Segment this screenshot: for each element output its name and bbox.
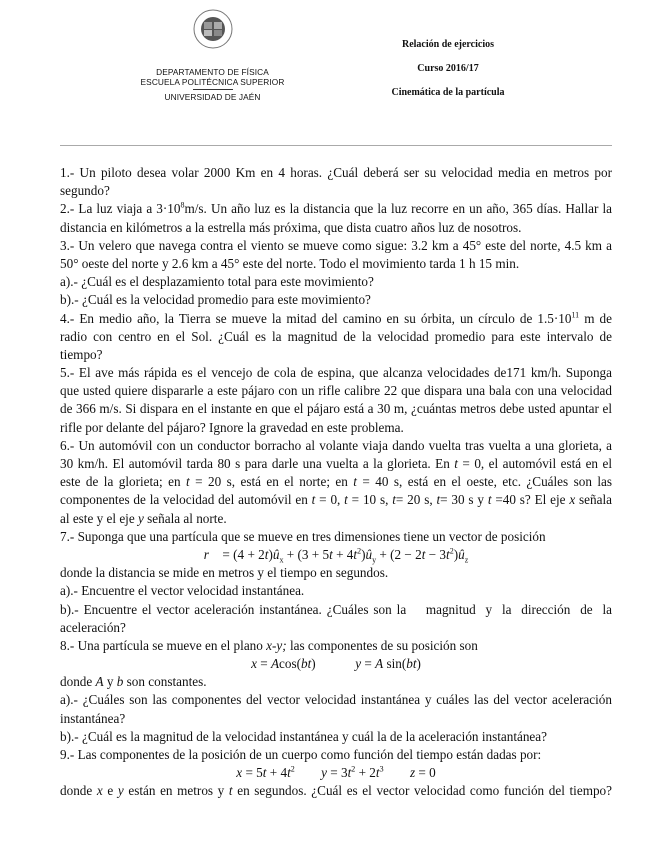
formula-line: [60, 655, 612, 673]
text-segment: − 3: [425, 546, 447, 562]
text-segment: bt: [406, 656, 417, 672]
text-segment: t: [487, 492, 492, 508]
topic-title: Cinemática de la partícula: [391, 87, 505, 98]
university-name: UNIVERSIDAD DE JAÉN: [164, 92, 261, 102]
text-segment: ): [268, 546, 273, 562]
text-segment: x: [569, 492, 576, 508]
document-title: Relación de ejercicios: [401, 39, 494, 50]
text-line: [60, 746, 612, 764]
text-segment: = 0,: [315, 492, 345, 508]
text-line: [60, 346, 612, 364]
text-segment: de 366 m/s. Si dispara en el instante en que el pájaro está a 30 m, ¿cuántas metros debe usted apuntar el: [60, 401, 612, 417]
text-segment: t: [228, 783, 233, 799]
text-segment: e: [102, 783, 118, 799]
text-segment: tiempo?: [60, 346, 103, 362]
text-segment: m/s. Un año luz es la distancia que la luz recorre en un año, 365 días. Hallar la: [184, 201, 612, 217]
text-segment: û: [365, 546, 373, 562]
text-segment: r⃗: [203, 546, 220, 562]
text-segment: t: [421, 546, 426, 562]
text-segment: 50° oeste del norte y 2.6 km a 45° este del norte. Todo el movimiento tarda 1 h 15 min.: [60, 255, 520, 271]
department-block: [120, 67, 305, 102]
text-line: [60, 528, 612, 546]
text-segment: t: [262, 765, 267, 781]
text-segment: ): [311, 656, 356, 672]
text-segment: y: [372, 555, 377, 565]
text-line: [60, 564, 612, 582]
text-line: [60, 255, 612, 273]
text-segment: instantánea?: [60, 710, 126, 726]
header-rule: [60, 145, 612, 146]
text-segment: y: [355, 656, 362, 672]
text-segment: x: [96, 783, 103, 799]
text-segment: donde: [60, 783, 97, 799]
text-line: [60, 455, 612, 473]
text-segment: t: [264, 546, 269, 562]
text-segment: b).- Encuentre el vector aceleración instantánea. ¿Cuáles son la magnitud y la dirección de la: [60, 601, 612, 617]
text-segment: A: [270, 656, 280, 672]
text-segment: z: [409, 765, 416, 781]
text-segment: bt: [301, 656, 312, 672]
text-segment: t: [454, 456, 458, 471]
text-segment: 2: [290, 764, 295, 774]
text-segment: t: [353, 474, 357, 490]
text-segment: 8: [180, 200, 185, 210]
text-line: [60, 310, 612, 328]
text-segment: 11: [571, 310, 580, 320]
text-segment: componentes de la velocidad del automóvil en: [60, 492, 312, 508]
text-line: [60, 473, 612, 491]
text-segment: =: [256, 656, 271, 672]
text-segment: t: [344, 492, 348, 508]
text-segment: ): [416, 656, 421, 672]
text-segment: + (2 − 2: [376, 546, 422, 562]
text-segment: ): [453, 546, 459, 562]
text-segment: 1.- Un piloto desea volar 2000 Km en 4 horas. ¿Cuál deberá ser su velocidad media en metros por: [60, 165, 612, 180]
text-segment: t: [353, 546, 358, 562]
text-line: [60, 619, 612, 637]
text-segment: [384, 765, 410, 780]
text-segment: 30 km/h. El automóvil tarda 80 s para darle una vuelta a la glorieta. En: [60, 456, 455, 471]
text-line: [60, 219, 612, 237]
text-segment: ): [361, 546, 366, 562]
text-line: [60, 510, 612, 528]
text-segment: y: [103, 674, 117, 690]
text-line: [60, 237, 612, 255]
text-segment: y: [321, 765, 327, 781]
text-segment: =: [361, 656, 376, 672]
text-segment: t: [329, 546, 333, 562]
text-segment: 3: [379, 764, 384, 774]
text-segment: señala al norte.: [143, 510, 227, 526]
text-segment: segundo?: [60, 183, 110, 199]
text-segment: = 5: [242, 765, 263, 781]
text-segment: 3.- Un velero que navega contra el viento se mueve como sigue: 3.2 km a 45° este del norte, 4.5 km a: [60, 237, 612, 253]
text-segment: distancia en kilómetros a la estrella más próxima, que dista cuatro años luz de nosotros.: [60, 219, 522, 235]
department-name: DEPARTAMENTO DE FÍSICA: [156, 67, 269, 77]
text-segment: a).- Encuentre el vector velocidad instantánea.: [60, 583, 305, 599]
text-segment: b: [116, 674, 124, 690]
text-segment: = 30 s y: [440, 492, 488, 508]
text-segment: señala: [575, 492, 612, 508]
text-line: [60, 164, 612, 182]
text-segment: al este y el eje: [60, 510, 138, 526]
text-segment: z: [464, 555, 469, 565]
course-label: Curso 2016/17: [417, 63, 479, 74]
text-segment: 5.- El ave más rápida es el vencejo de cola de espina, que alcanza velocidades de171 km/h. Suponga: [60, 365, 612, 381]
text-segment: = 40 s, está en el oeste, etc. ¿Cuáles son las: [356, 474, 612, 490]
text-line: [60, 200, 612, 218]
school-name: ESCUELA POLITÉCNICA SUPERIOR: [140, 77, 285, 87]
text-line: [60, 400, 612, 418]
text-line: [60, 182, 612, 200]
text-segment: x-y;: [266, 637, 287, 653]
text-segment: = 20 s,: [395, 492, 437, 508]
text-segment: 2: [351, 764, 356, 774]
text-segment: 2: [449, 546, 454, 556]
text-segment: A: [95, 674, 104, 690]
text-segment: t: [436, 492, 441, 508]
text-segment: = 10 s,: [347, 492, 393, 508]
text-segment: =40 s? El eje: [491, 492, 570, 508]
text-segment: [295, 765, 321, 780]
text-segment: las componentes de su posición son: [286, 637, 478, 653]
text-line: [60, 491, 612, 509]
text-segment: A: [375, 656, 384, 672]
text-segment: 8.- Una partícula se mueve en el plano: [60, 637, 267, 653]
text-segment: x: [236, 765, 243, 781]
text-line: [60, 782, 612, 800]
text-line: [60, 728, 612, 746]
text-segment: que usted quiere dispararle a este pájaro con un rifle calibre 22 que dispara una bala con una velocidad: [60, 383, 612, 399]
text-line: [60, 437, 612, 455]
text-segment: t: [186, 474, 190, 490]
text-segment: x: [279, 555, 284, 565]
text-line: [60, 364, 612, 382]
text-segment: + 4: [266, 765, 288, 781]
text-segment: û: [458, 546, 465, 562]
divider: [193, 89, 233, 90]
formula-line: [60, 546, 612, 564]
text-line: [60, 637, 612, 655]
text-segment: + (3 + 5: [283, 546, 330, 562]
text-line: [60, 419, 612, 437]
text-segment: t: [287, 765, 291, 781]
text-segment: rifle por delante del pájaro? Ignore la gravedad en este problema.: [60, 419, 404, 435]
text-segment: son constantes.: [123, 674, 207, 690]
text-segment: este de la glorieta; en: [60, 474, 187, 490]
text-line: [60, 673, 612, 691]
text-segment: = 0: [415, 765, 436, 781]
text-segment: y: [138, 510, 144, 526]
text-segment: û: [272, 546, 280, 562]
text-line: [60, 601, 612, 619]
text-segment: en segundos. ¿Cuál es el vector velocidad como función del tiempo?: [232, 783, 612, 799]
text-segment: m de: [579, 310, 612, 326]
text-line: [60, 582, 612, 600]
text-segment: 4.- En medio año, la Tierra se mueve la mitad del camino en su órbita, un círculo de 1.5·10: [60, 310, 572, 326]
text-segment: = 20 s, está en el norte; en: [189, 474, 354, 490]
text-segment: + 2: [355, 765, 376, 781]
text-segment: y: [117, 783, 124, 799]
text-segment: t: [311, 492, 316, 508]
text-segment: t: [347, 765, 352, 781]
text-segment: 6.- Un automóvil con un conductor borracho al volante viaja dando vuelta tras vuelta a una glorieta, a: [60, 437, 612, 453]
text-segment: 2.- La luz viaja a 3·10: [60, 201, 181, 217]
text-segment: = 0, el automóvil está en el: [457, 456, 612, 471]
text-segment: sin(: [383, 656, 407, 672]
text-line: [60, 691, 612, 709]
university-seal-logo: [193, 9, 233, 49]
text-segment: b).- ¿Cuál es la velocidad promedio para este movimiento?: [60, 292, 371, 308]
text-segment: 9.- Las componentes de la posición de un cuerpo como función del tiempo están dadas por:: [60, 747, 542, 762]
text-segment: b).- ¿Cuál es la magnitud de la velocidad instantánea y cuál la de la aceleración instantánea?: [60, 728, 547, 744]
text-line: [60, 273, 612, 291]
text-segment: a).- ¿Cuál es el desplazamiento total para este movimiento?: [60, 274, 374, 290]
text-line: [60, 710, 612, 728]
text-segment: + 4: [332, 546, 354, 562]
text-segment: a).- ¿Cuáles son las componentes del vector velocidad instantánea y cuáles las del vector aceleración: [60, 692, 612, 708]
text-segment: = 3: [326, 765, 348, 781]
text-segment: radio con centro en el Sol. ¿Cuál es la magnitud de la velocidad promedio para este intervalo de: [60, 328, 612, 344]
text-segment: aceleración?: [60, 619, 126, 635]
text-segment: están en metros y: [123, 783, 229, 799]
text-segment: 7.- Suponga que una partícula que se mueve en tres dimensiones tiene un vector de posición: [60, 528, 546, 544]
text-segment: t: [392, 492, 396, 508]
formula-line: [60, 764, 612, 782]
text-segment: donde la distancia se mide en metros y el tiempo en segundos.: [60, 565, 389, 581]
text-segment: = (4 + 2: [219, 546, 265, 562]
text-line: [60, 291, 612, 309]
exercise-list: [60, 164, 612, 801]
text-line: [60, 382, 612, 400]
text-segment: x: [251, 656, 257, 672]
text-line: [60, 328, 612, 346]
text-segment: t: [446, 546, 450, 562]
text-segment: donde: [60, 674, 96, 690]
text-segment: t: [375, 765, 380, 781]
text-segment: cos(: [279, 656, 301, 672]
text-segment: 2: [357, 546, 362, 556]
